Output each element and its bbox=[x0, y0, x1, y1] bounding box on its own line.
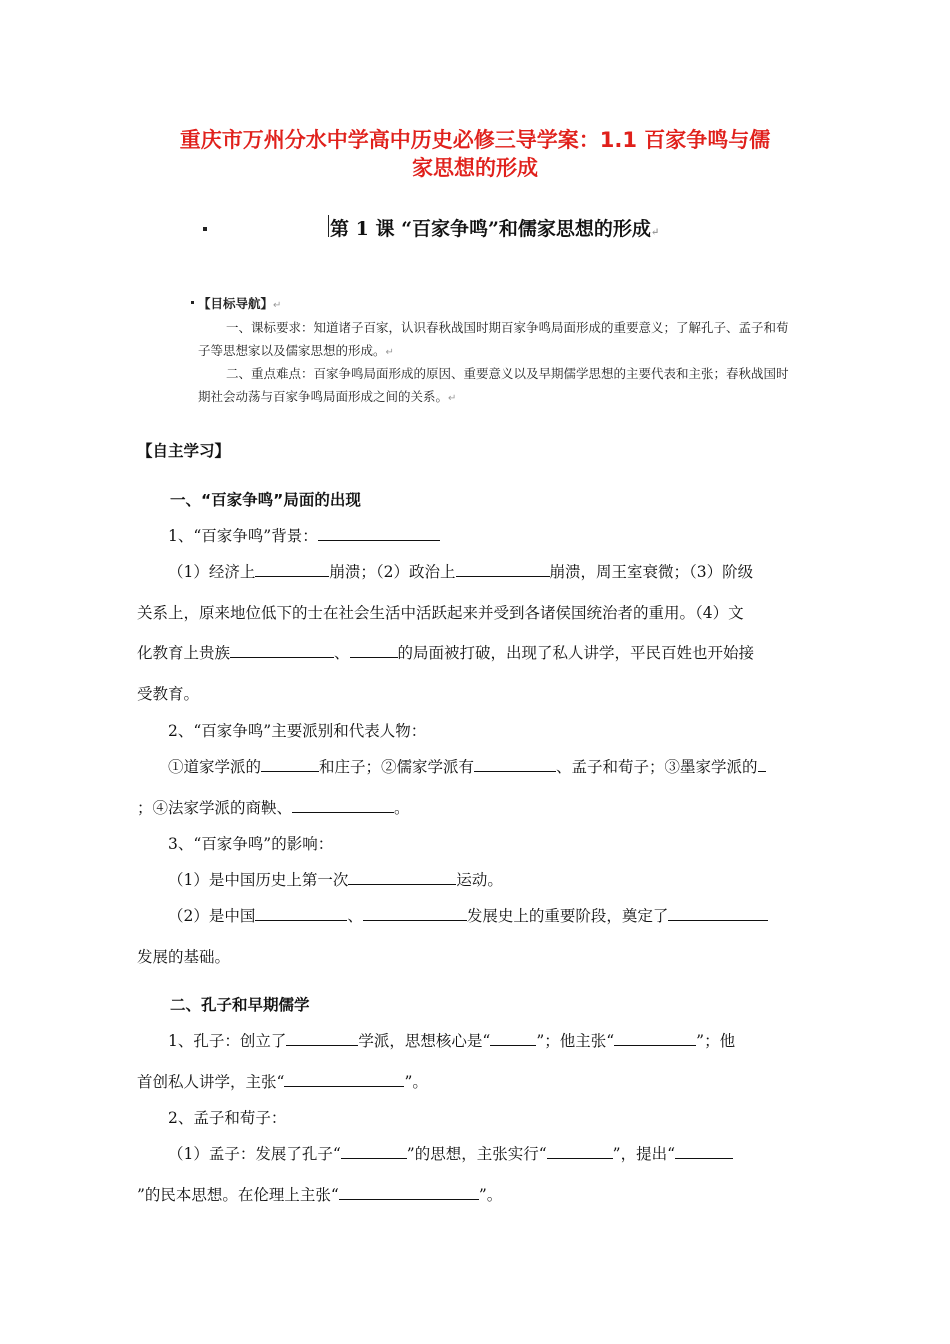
fill-blank[interactable] bbox=[292, 798, 394, 813]
fill-blank[interactable] bbox=[614, 1031, 696, 1046]
goals-line: 子等思想家以及儒家思想的形成。↵ bbox=[198, 343, 394, 358]
fill-blank[interactable] bbox=[230, 643, 334, 658]
fill-blank[interactable] bbox=[348, 870, 456, 885]
bullet-icon bbox=[203, 227, 207, 231]
fill-blank[interactable] bbox=[675, 1144, 733, 1159]
fill-blank[interactable] bbox=[363, 906, 467, 921]
text-cursor-icon bbox=[328, 215, 329, 237]
text-line: （1）经济上 崩溃；（2）政治上 崩溃，周王室衰微；（3）阶级 bbox=[168, 563, 754, 581]
goals-line: 二、重点难点：百家争鸣局面形成的原因、重要意义以及早期儒学思想的主要代表和主张；春秋战国时 bbox=[226, 366, 789, 381]
text-line: 化教育上贵族 、 的局面被打破，出现了私人讲学，平民百姓也开始接 bbox=[137, 644, 755, 662]
fill-blank[interactable] bbox=[286, 1031, 358, 1046]
question: 1、“百家争鸣”背景： bbox=[168, 524, 440, 546]
fill-blank[interactable] bbox=[758, 757, 766, 772]
fill-blank[interactable] bbox=[547, 1144, 613, 1159]
page-title-line2: 家思想的形成 bbox=[412, 156, 538, 180]
text-line: ”的民本思想。在伦理上主张“ ”。 bbox=[137, 1186, 503, 1204]
page-title-line1: 重庆市万州分水中学高中历史必修三导学案：1.1 百家争鸣与儒 bbox=[179, 128, 771, 152]
fill-blank[interactable] bbox=[318, 526, 440, 541]
text-line: 首创私人讲学，主张“ ”。 bbox=[137, 1073, 428, 1091]
text-line: （1）是中国历史上第一次 运动。 bbox=[168, 871, 503, 889]
bullet-icon bbox=[191, 301, 194, 304]
fill-blank[interactable] bbox=[255, 562, 329, 577]
text-line: ①道家学派的 和庄子；②儒家学派有 、孟子和荀子；③墨家学派的 bbox=[168, 755, 766, 777]
text-line: （2）是中国 、 发展史上的重要阶段，奠定了 bbox=[168, 904, 768, 926]
fill-blank[interactable] bbox=[255, 906, 347, 921]
text-line: 关系上，原来地位低下的士在社会生活中活跃起来并受到各诸侯国统治者的重用。（4）文 bbox=[137, 604, 744, 622]
fill-blank[interactable] bbox=[456, 562, 550, 577]
goals-line: 一、课标要求：知道诸子百家，认识春秋战国时期百家争鸣局面形成的重要意义；了解孔子、孟子和荀 bbox=[226, 320, 789, 335]
fill-blank[interactable] bbox=[339, 1185, 479, 1200]
text-line: （1）孟子：发展了孔子“ ”的思想，主张实行“ ”，提出“ bbox=[168, 1142, 733, 1164]
section-heading: 二、孔子和早期儒学 bbox=[170, 996, 310, 1014]
text-line: ；④法家学派的商鞅、 。 bbox=[137, 799, 410, 817]
section-label: 【自主学习】 bbox=[137, 442, 231, 460]
fill-blank[interactable] bbox=[261, 757, 319, 772]
text-line: 1、孔子：创立了 学派，思想核心是“ ”；他主张“ ”；他 bbox=[168, 1032, 736, 1050]
goals-label: 【目标导航】↵ bbox=[198, 296, 282, 311]
fill-blank[interactable] bbox=[490, 1031, 536, 1046]
fill-blank[interactable] bbox=[284, 1072, 404, 1087]
section-heading: 一、“百家争鸣”局面的出现 bbox=[170, 491, 361, 509]
fill-blank[interactable] bbox=[668, 906, 768, 921]
question: 3、“百家争鸣”的影响： bbox=[168, 835, 334, 853]
fill-blank[interactable] bbox=[341, 1144, 407, 1159]
question: 2、孟子和荀子： bbox=[168, 1109, 287, 1127]
lesson-heading: 第 1 课 “百家争鸣”和儒家思想的形成↵ bbox=[330, 218, 660, 240]
fill-blank[interactable] bbox=[474, 757, 556, 772]
text-line: 受教育。 bbox=[137, 685, 200, 703]
question: 2、“百家争鸣”主要派别和代表人物： bbox=[168, 722, 427, 740]
goals-line: 期社会动荡与百家争鸣局面形成之间的关系。↵ bbox=[198, 389, 457, 404]
text-line: 发展的基础。 bbox=[137, 948, 231, 966]
fill-blank[interactable] bbox=[350, 643, 398, 658]
